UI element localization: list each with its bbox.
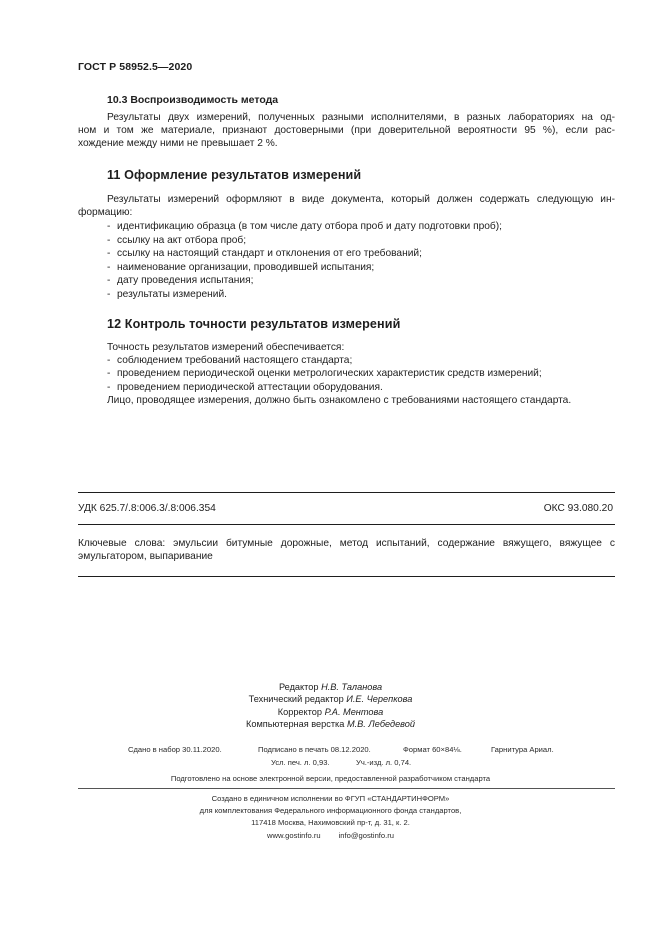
publisher-line: Создано в единичном исполнении во ФГУП «СТАНДАРТИНФОРМ» — [211, 794, 450, 803]
list-item: - ссылку на настоящий стандарт и отклонения от его требований; — [107, 248, 422, 260]
udk-code: УДК 625.7/.8:006.3/.8:006.354 — [78, 503, 216, 514]
keywords — [78, 537, 615, 564]
divider-line — [78, 524, 615, 525]
list-item: - соблюдением требований настоящего стандарта; — [107, 355, 353, 367]
divider-line — [78, 576, 615, 577]
imprint-format: Формат 60×84⅛. — [403, 745, 462, 754]
paragraph-line: ном и том же материале, признают достоверными (при доверительной вероятности 95 %), если рас- — [78, 124, 615, 136]
imprint-typeset-date: Сдано в набор 30.11.2020. — [128, 745, 222, 754]
list-item: - проведением периодической аттестации оборудования. — [107, 381, 383, 393]
list-item: - идентификацию образца (в том числе дату отбора проб и дату подготовки проб); — [107, 221, 502, 232]
section-11-list — [107, 220, 502, 302]
credit-line: Корректор Р.А. Ментова — [277, 706, 384, 717]
list-item: - результаты измерений. — [107, 288, 228, 300]
publisher-address: 117418 Москва, Нахимовский пр-т, д. 31, к. 2. — [251, 818, 410, 828]
imprint-signed-date: Подписано в печать 08.12.2020. — [258, 745, 371, 754]
imprint-publishing-sheets: Уч.-изд. л. 0,74. — [356, 758, 412, 767]
credit-line: Технический редактор И.Е. Черепкова — [248, 694, 413, 705]
section-12-text — [78, 341, 615, 407]
editorial-credits — [0, 681, 661, 731]
section-12-title: 12 Контроль точности результатов измерений — [107, 317, 401, 331]
section-10-3-text — [78, 112, 615, 150]
paragraph-line: Результаты измерений оформляют в виде документа, который должен содержать следующую ин- — [107, 194, 615, 205]
credit-line: Компьютерная верстка М.В. Лебедевой — [246, 719, 415, 730]
list-item: - дату проведения испытания; — [107, 275, 254, 287]
prepared-note: Подготовлено на основе электронной версии, предоставленной разработчиком стандарта — [170, 774, 491, 783]
website-link[interactable]: www.gostinfo.ru — [266, 830, 321, 840]
paragraph-line: Лицо, проводящее измерения, должно быть ознакомлено с требованиями настоящего стандарта. — [107, 394, 572, 406]
email-link[interactable]: info@gostinfo.ru — [338, 830, 395, 840]
publisher-contacts — [0, 830, 661, 842]
oks-code: ОКС 93.080.20 — [543, 503, 613, 514]
publisher-line: для комплектования Федерального информационного фонда стандартов, — [199, 806, 462, 816]
list-item: - наименование организации, проводившей испытания; — [107, 261, 375, 273]
section-10-3-title: 10.3 Воспроизводимость метода — [107, 94, 279, 106]
imprint-typeface: Гарнитура Ариал. — [491, 745, 554, 754]
section-11-intro — [78, 194, 615, 220]
keywords-line: эмульгатором, выпаривание — [78, 551, 213, 563]
publisher-info — [0, 793, 661, 842]
standard-code-header: ГОСТ Р 58952.5—2020 — [78, 61, 193, 73]
list-item: - проведением периодической оценки метрологических характеристик средств измерений; — [107, 368, 542, 380]
divider-line — [78, 492, 615, 493]
paragraph-line: Точность результатов измерений обеспечивается: — [107, 342, 345, 353]
paragraph-line: формацию: — [78, 206, 133, 218]
section-11-title: 11 Оформление результатов измерений — [107, 168, 362, 182]
keywords-line: Ключевые слова: эмульсии битумные дорожные, метод испытаний, содержание вяжущего, вяжущее с — [78, 538, 615, 549]
divider-line — [78, 788, 615, 789]
paragraph-line: хождение между ними не превышает 2 %. — [78, 137, 278, 149]
imprint-print-sheets: Усл. печ. л. 0,93. — [271, 758, 330, 767]
paragraph-line: Результаты двух измерений, полученных разными исполнителями, в разных лабораториях на од- — [107, 112, 615, 123]
list-item: - ссылку на акт отбора проб; — [107, 234, 247, 246]
credit-line: Редактор Н.В. Таланова — [278, 682, 383, 692]
